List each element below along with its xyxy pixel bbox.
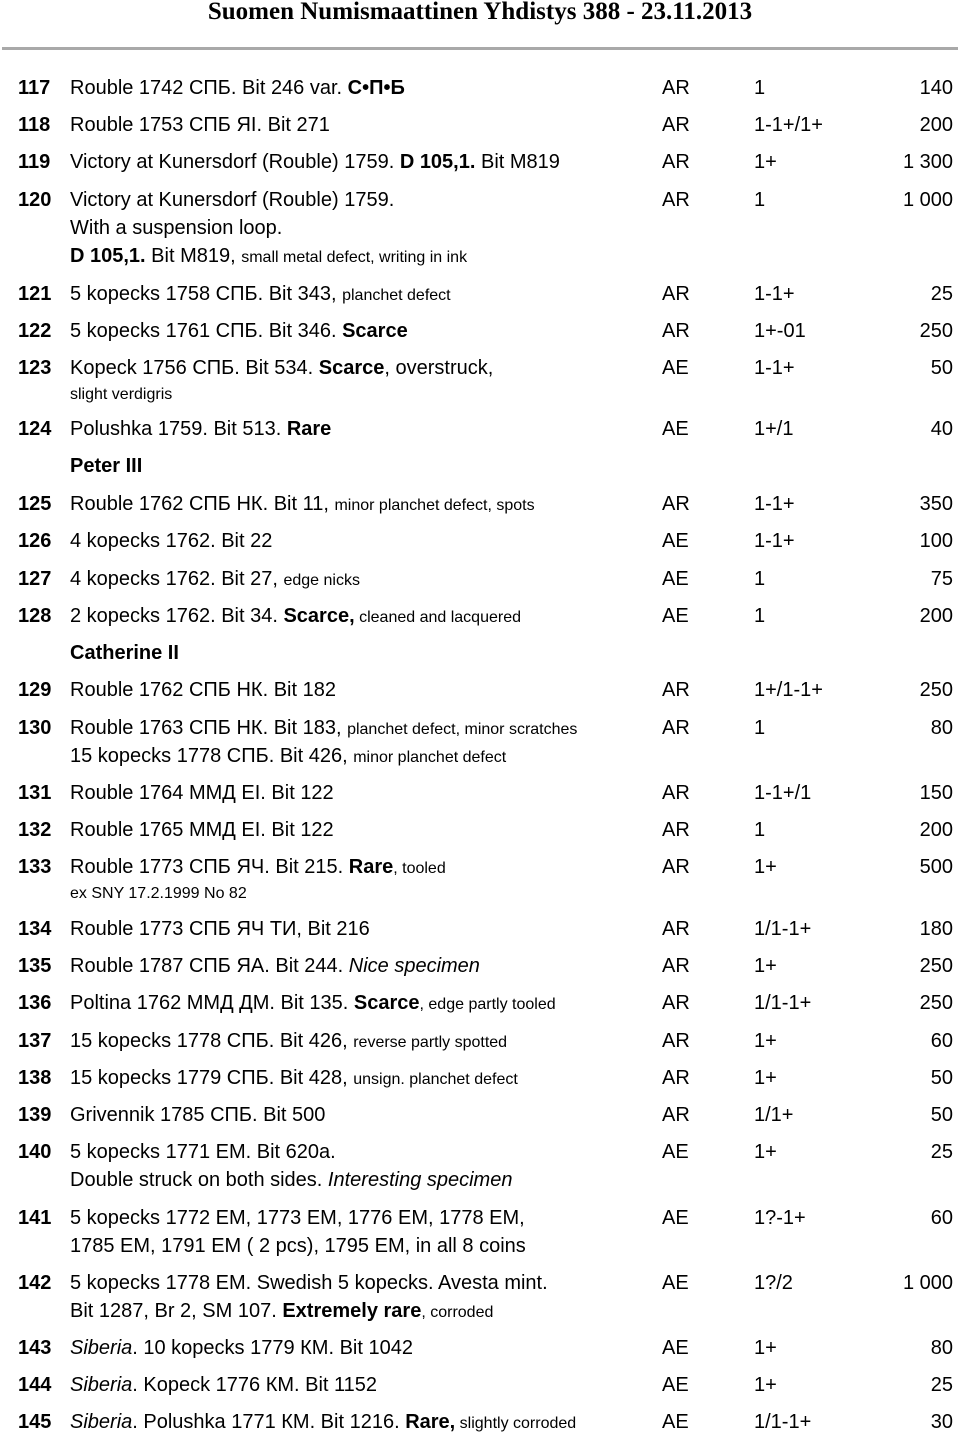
lot-grade: 1 [754, 77, 766, 99]
lot-metal: AE [662, 1207, 689, 1229]
lot-grade: 1+/1-1+ [754, 679, 823, 701]
lot-grade: 1-1+ [754, 357, 795, 379]
lot-price: 140 [919, 77, 953, 99]
lot-price: 50 [930, 1104, 953, 1126]
lot-description [70, 1371, 655, 1399]
description-line [70, 853, 655, 881]
description-text: Double struck on both sides. [70, 1169, 328, 1191]
lot-number: 134 [18, 918, 52, 940]
lot-grade: 1?-1+ [754, 1207, 806, 1229]
lot-number: 129 [18, 679, 52, 701]
description-line [70, 952, 655, 980]
description-text: 15 kopecks 1778 СПБ. Bit 426, [70, 1030, 354, 1052]
description-line [70, 1232, 655, 1260]
lot-metal: AE [662, 357, 689, 379]
lot-metal: AE [662, 1141, 689, 1163]
lot-description [70, 779, 655, 807]
lot-price: 100 [919, 530, 953, 552]
lot-number: 118 [18, 114, 51, 136]
lot-description [70, 915, 655, 943]
section-heading: Catherine II [70, 642, 179, 664]
lot-metal: AE [662, 1374, 689, 1396]
header-rule [2, 47, 958, 50]
description-text: D 105,1. [70, 245, 146, 267]
description-line [70, 1027, 655, 1055]
lot-grade: 1 [754, 717, 766, 739]
lot-number: 137 [18, 1030, 52, 1052]
description-text: Grivennik 1785 СПБ. Bit 500 [70, 1104, 326, 1126]
lot-price: 200 [919, 605, 953, 627]
lot-description [70, 1269, 655, 1325]
lot-description [70, 1408, 655, 1436]
lot-number: 123 [18, 357, 52, 379]
description-text: Rouble 1773 СПБ ЯЧ. Bit 215. [70, 856, 349, 878]
description-line [70, 111, 655, 139]
description-text: 5 kopecks 1758 СПБ. Bit 343, [70, 283, 343, 305]
description-line [70, 565, 655, 593]
description-line [70, 1269, 655, 1297]
lot-grade: 1+ [754, 1067, 777, 1089]
lot-description [70, 989, 655, 1017]
lot-metal: AR [662, 1030, 690, 1052]
lot-number: 131 [18, 782, 52, 804]
lot-description [70, 415, 655, 443]
description-text: Siberia [70, 1411, 133, 1433]
lot-number: 135 [18, 955, 52, 977]
description-text: D 105,1. [399, 151, 476, 173]
description-line [70, 1408, 655, 1436]
description-text: Extremely rare [282, 1300, 422, 1322]
description-text: Rouble 1762 СПБ НК. Bit 11, [70, 493, 335, 515]
lot-grade: 1+/1 [754, 418, 794, 440]
lot-price: 200 [919, 114, 953, 136]
section-heading: Peter III [70, 455, 143, 477]
lot-grade: 1-1+/1+ [754, 114, 823, 136]
lot-grade: 1+ [754, 1337, 777, 1359]
description-line [70, 1334, 655, 1362]
lot-description [70, 1064, 655, 1092]
lot-description [70, 853, 655, 907]
description-text: Siberia [70, 1374, 133, 1396]
description-text: Rouble 1753 СПБ ЯI. Bit 271 [70, 114, 330, 136]
lot-number: 117 [18, 77, 51, 99]
description-text: Rare, [405, 1411, 456, 1433]
lot-description [70, 1101, 655, 1129]
description-text: Rouble 1742 СПБ. Bit 246 var. [70, 77, 348, 99]
lot-number: 141 [18, 1207, 52, 1229]
lot-grade: 1/1-1+ [754, 918, 812, 940]
lot-metal: AR [662, 77, 690, 99]
lot-description [70, 714, 655, 770]
description-text: 5 kopecks 1771 ЕМ. Bit 620a. [70, 1141, 336, 1163]
lot-price: 60 [930, 1207, 953, 1229]
lot-grade: 1+-01 [754, 320, 806, 342]
lot-price: 25 [930, 283, 953, 305]
lot-number: 138 [18, 1067, 52, 1089]
lot-grade: 1/1-1+ [754, 1411, 812, 1433]
lot-grade: 1+ [754, 1030, 777, 1052]
description-text: Nice specimen [348, 955, 480, 977]
description-text: Rouble 1773 СПБ ЯЧ ТИ, Bit 216 [70, 918, 370, 940]
description-text: Victory at Kunersdorf (Rouble) 1759. [70, 189, 395, 211]
description-text: . 10 kopecks 1779 КМ. Bit 1042 [132, 1337, 413, 1359]
description-text: Kopeck 1756 СПБ. Bit 534. [70, 357, 319, 379]
lot-description [70, 816, 655, 844]
description-text: Rouble 1763 СПБ НК. Bit 183, [70, 717, 348, 739]
description-text: cleaned and lacquered [354, 609, 521, 626]
lot-price: 250 [919, 320, 953, 342]
lot-description [70, 490, 655, 518]
description-line [70, 989, 655, 1017]
lot-price: 250 [919, 992, 953, 1014]
description-text: Rouble 1762 СПБ НК. Bit 182 [70, 679, 336, 701]
lot-metal: AE [662, 1337, 689, 1359]
description-text: Interesting specimen [327, 1169, 513, 1191]
lot-grade: 1/1-1+ [754, 992, 812, 1014]
lot-description [70, 74, 655, 102]
description-line [70, 74, 655, 102]
description-line [70, 779, 655, 807]
lot-number: 144 [18, 1374, 52, 1396]
description-text: minor planchet defect [353, 749, 507, 766]
lot-price: 250 [919, 679, 953, 701]
lot-grade: 1+ [754, 1374, 777, 1396]
description-line [70, 602, 655, 630]
description-line [70, 382, 655, 408]
lot-grade: 1-1+ [754, 493, 795, 515]
description-text: 1785 ЕМ, 1791 ЕМ ( 2 pcs), 1795 ЕМ, in all 8 coins [70, 1235, 526, 1257]
lot-description [70, 676, 655, 704]
lot-price: 80 [930, 1337, 953, 1359]
description-text: planchet defect, minor scratches [347, 721, 578, 738]
lot-price: 50 [930, 1067, 953, 1089]
description-text: С•П•Б [347, 77, 405, 99]
lot-metal: AR [662, 283, 690, 305]
lot-grade: 1+ [754, 955, 777, 977]
description-text: small metal defect, writing in ink [241, 249, 468, 266]
description-text: . Kopeck 1776 КМ. Bit 1152 [132, 1374, 378, 1396]
lot-grade: 1+ [754, 1141, 777, 1163]
description-line [70, 490, 655, 518]
lot-number: 119 [18, 151, 51, 173]
lot-grade: 1-1+ [754, 530, 795, 552]
description-line [70, 242, 655, 270]
lot-price: 60 [930, 1030, 953, 1052]
description-line [70, 280, 655, 308]
lot-description [70, 602, 655, 630]
description-text: Scarce [342, 320, 408, 342]
lot-metal: AR [662, 918, 690, 940]
description-line [70, 676, 655, 704]
lot-number: 122 [18, 320, 52, 342]
description-text: Bit M819 [475, 151, 560, 173]
description-text: edge nicks [283, 572, 360, 589]
description-line [70, 714, 655, 742]
lot-number: 120 [18, 189, 52, 211]
lot-price: 40 [930, 418, 953, 440]
lot-grade: 1 [754, 605, 766, 627]
description-text: Rouble 1787 СПБ ЯА. Bit 244. [70, 955, 349, 977]
lot-grade: 1+ [754, 856, 777, 878]
description-text: slight verdigris [70, 386, 173, 403]
lot-grade: 1-1+/1 [754, 782, 812, 804]
description-text: Scarce, [283, 605, 355, 627]
lot-price: 80 [930, 717, 953, 739]
lot-description [70, 148, 655, 176]
description-text: Poltina 1762 ММД ДМ. Bit 135. [70, 992, 354, 1014]
lot-number: 121 [18, 283, 52, 305]
description-line [70, 317, 655, 345]
description-line [70, 415, 655, 443]
description-text: 5 kopecks 1772 ЕМ, 1773 ЕМ, 1776 ЕМ, 1778 ЕМ, [70, 1207, 525, 1229]
lot-metal: AR [662, 151, 690, 173]
lot-metal: AR [662, 856, 690, 878]
description-line [70, 1138, 655, 1166]
description-text: 4 kopecks 1762. Bit 22 [70, 530, 273, 552]
description-line [70, 354, 655, 382]
lot-number: 143 [18, 1337, 52, 1359]
lot-metal: AR [662, 955, 690, 977]
lot-metal: AR [662, 679, 690, 701]
lot-number: 130 [18, 717, 52, 739]
description-line [70, 816, 655, 844]
description-line [70, 148, 655, 176]
lot-grade: 1 [754, 568, 766, 590]
lot-price: 150 [919, 782, 953, 804]
description-line [70, 1064, 655, 1092]
lot-number: 127 [18, 568, 52, 590]
lot-number: 136 [18, 992, 52, 1014]
description-text: Victory at Kunersdorf (Rouble) 1759. [70, 151, 400, 173]
lot-description [70, 280, 655, 308]
description-text: . Polushka 1771 КМ. Bit 1216. [132, 1411, 406, 1433]
lot-number: 145 [18, 1411, 52, 1433]
description-text: Rare [286, 418, 332, 440]
description-text: planchet defect [342, 287, 451, 304]
lot-price: 1 300 [902, 151, 953, 173]
description-text: Bit 1287, Br 2, SM 107. [70, 1300, 283, 1322]
lot-description [70, 952, 655, 980]
description-text: reverse partly spotted [353, 1034, 508, 1051]
description-text: slightly corroded [455, 1415, 577, 1432]
description-text: Bit M819, [145, 245, 242, 267]
description-text: 5 kopecks 1761 СПБ. Bit 346. [70, 320, 343, 342]
lot-metal: AR [662, 717, 690, 739]
description-text: , overstruck, [384, 357, 494, 379]
lot-price: 500 [919, 856, 953, 878]
lot-price: 180 [919, 918, 953, 940]
lot-number: 140 [18, 1141, 52, 1163]
lot-price: 1 000 [902, 189, 953, 211]
lot-metal: AR [662, 1067, 690, 1089]
lot-metal: AE [662, 1411, 689, 1433]
lot-description [70, 1138, 655, 1194]
lot-grade: 1 [754, 819, 766, 841]
description-text: Scarce [318, 357, 385, 379]
description-text: Siberia [70, 1337, 133, 1359]
lot-metal: AE [662, 418, 689, 440]
lot-grade: 1 [754, 189, 766, 211]
description-line [70, 1204, 655, 1232]
description-text: ex SNY 17.2.1999 No 82 [70, 885, 247, 902]
description-text: 15 kopecks 1778 СПБ. Bit 426, [70, 745, 354, 767]
description-text: With a suspension loop. [70, 217, 283, 239]
description-line [70, 1101, 655, 1129]
lot-metal: AR [662, 992, 690, 1014]
description-text: minor planchet defect, spots [334, 497, 535, 514]
lot-number: 126 [18, 530, 52, 552]
lot-description [70, 527, 655, 555]
lot-grade: 1+ [754, 151, 777, 173]
lot-description [70, 1027, 655, 1055]
description-text: , tooled [393, 860, 446, 877]
lot-price: 200 [919, 819, 953, 841]
lot-metal: AR [662, 493, 690, 515]
description-line [70, 1371, 655, 1399]
description-text: 4 kopecks 1762. Bit 27, [70, 568, 284, 590]
lot-price: 75 [930, 568, 953, 590]
description-line [70, 1166, 655, 1194]
lot-description [70, 111, 655, 139]
catalog-title: Suomen Numismaattinen Yhdistys 388 - 23.11.2013 [207, 0, 753, 25]
lot-description [70, 1334, 655, 1362]
lot-description [70, 186, 655, 270]
lot-price: 1 000 [902, 1272, 953, 1294]
lot-metal: AR [662, 189, 690, 211]
lot-number: 128 [18, 605, 52, 627]
description-line [70, 214, 655, 242]
lot-metal: AR [662, 1104, 690, 1126]
lot-description [70, 565, 655, 593]
lot-price: 350 [919, 493, 953, 515]
lot-price: 30 [930, 1411, 953, 1433]
description-line [70, 1297, 655, 1325]
lot-description [70, 1204, 655, 1260]
description-text: 2 kopecks 1762. Bit 34. [70, 605, 284, 627]
description-text: unsign. planchet defect [353, 1071, 518, 1088]
lot-description [70, 354, 655, 408]
description-text: Scarce [353, 992, 420, 1014]
lot-number: 124 [18, 418, 52, 440]
description-line [70, 186, 655, 214]
page-header [0, 0, 960, 25]
lot-metal: AE [662, 1272, 689, 1294]
lot-description [70, 317, 655, 345]
lot-grade: 1-1+ [754, 283, 795, 305]
lot-metal: AE [662, 568, 689, 590]
lot-number: 142 [18, 1272, 52, 1294]
lot-number: 139 [18, 1104, 52, 1126]
description-line [70, 915, 655, 943]
lot-metal: AR [662, 782, 690, 804]
description-text: , edge partly tooled [419, 996, 556, 1013]
description-text: , corroded [421, 1304, 494, 1321]
lot-price: 25 [930, 1141, 953, 1163]
description-text: Rare [348, 856, 394, 878]
lot-metal: AR [662, 320, 690, 342]
lot-number: 133 [18, 856, 52, 878]
lot-metal: AR [662, 819, 690, 841]
description-text: 5 kopecks 1778 ЕМ. Swedish 5 kopecks. Avesta mint. [70, 1272, 548, 1294]
description-text: Polushka 1759. Bit 513. [70, 418, 287, 440]
lot-metal: AE [662, 530, 689, 552]
lot-number: 125 [18, 493, 52, 515]
description-text: 15 kopecks 1779 СПБ. Bit 428, [70, 1067, 354, 1089]
description-text: Rouble 1765 ММД ЕI. Bit 122 [70, 819, 334, 841]
lot-grade: 1?/2 [754, 1272, 793, 1294]
lot-grade: 1/1+ [754, 1104, 794, 1126]
description-line [70, 527, 655, 555]
description-text: Rouble 1764 ММД ЕI. Bit 122 [70, 782, 334, 804]
lot-price: 50 [930, 357, 953, 379]
lot-price: 250 [919, 955, 953, 977]
description-line [70, 881, 655, 907]
description-line [70, 742, 655, 770]
lot-price: 25 [930, 1374, 953, 1396]
lot-metal: AR [662, 114, 690, 136]
lot-number: 132 [18, 819, 52, 841]
lot-metal: AE [662, 605, 689, 627]
